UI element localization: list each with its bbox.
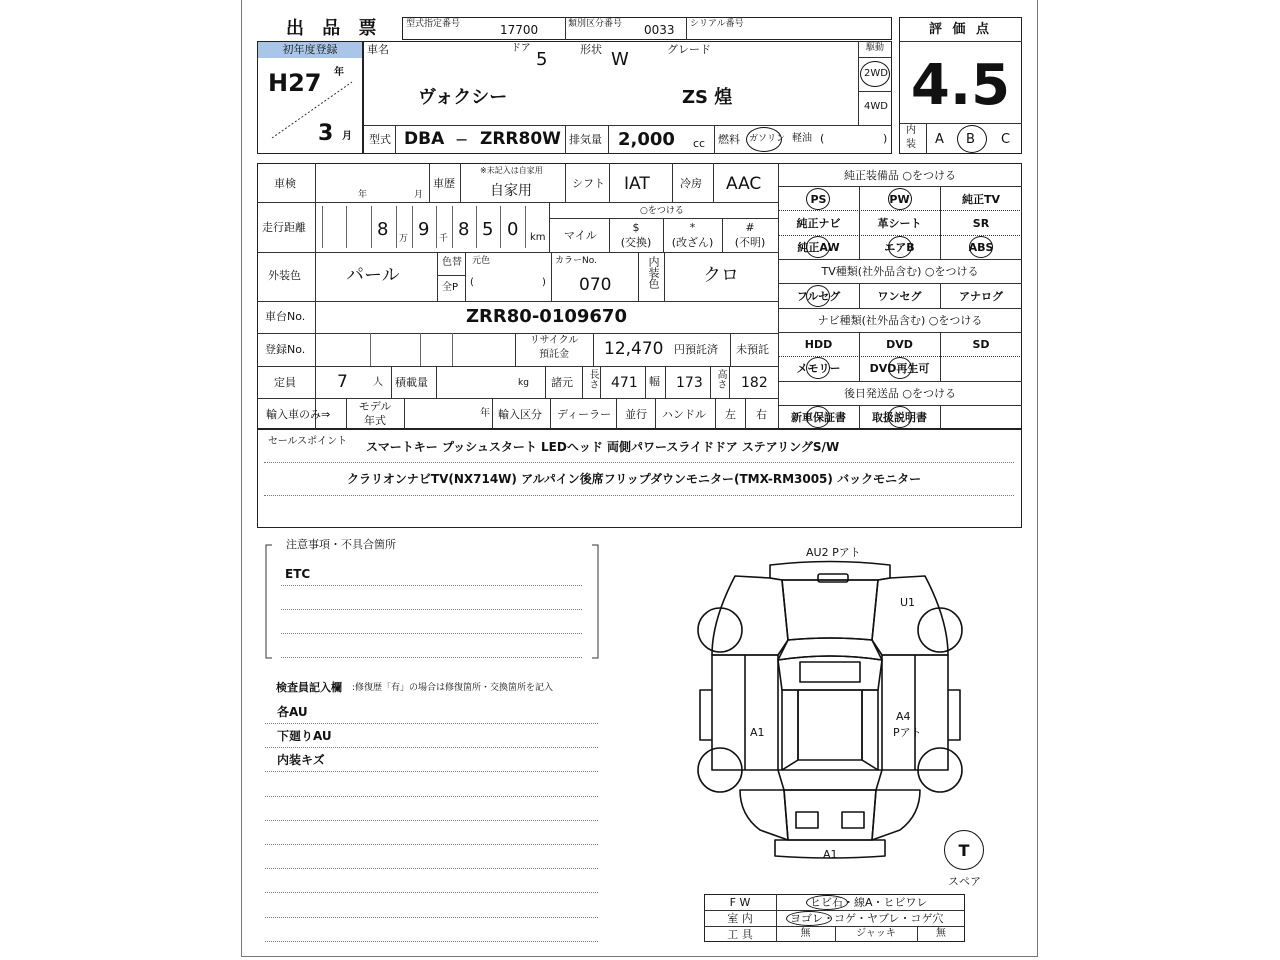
navi-dvd-play: DVD再生可 <box>869 362 930 375</box>
grade-label: グレード <box>667 43 711 56</box>
inspection-year-unit: 年 <box>358 190 368 200</box>
mileage-digit-3: 8 <box>458 219 470 240</box>
grade-value: ZS 煌 <box>682 87 733 108</box>
length-value: 471 <box>611 375 638 391</box>
model-no-label: 型式指定番号 <box>406 19 461 29</box>
equipment-title: 純正装備品 ○をつける <box>843 169 957 182</box>
legend-fw-label: F W <box>729 896 751 909</box>
tamper-label: (改ざん) <box>671 236 714 249</box>
reg-month-unit: 月 <box>342 131 352 142</box>
mile-label: マイル <box>564 229 597 242</box>
legend-room-circle <box>786 911 832 926</box>
handle-right: 右 <box>756 408 767 421</box>
type-label: 型式 <box>369 133 391 146</box>
interior-color-label: 内装色 <box>647 256 660 289</box>
diesel-label: 軽油 <box>792 133 812 144</box>
mileage-km: km <box>530 232 546 243</box>
sheet-title: 出 品 票 <box>286 18 383 39</box>
inspector-label: 検査員記入欄 <box>276 681 342 694</box>
diagram-label-left-mid: A1 <box>750 726 765 739</box>
equip-navi: 純正ナビ <box>796 217 841 230</box>
load-unit: kg <box>518 378 529 388</box>
tv-fullseg-circle <box>806 285 830 307</box>
class-no: 0033 <box>644 23 675 37</box>
model-no: 17700 <box>500 23 539 37</box>
color-no-label: カラーNo. <box>555 256 597 266</box>
docs-warranty-circle <box>806 406 830 428</box>
legend-room-label: 室 内 <box>727 912 753 925</box>
navi-dvd: DVD <box>886 338 913 351</box>
displacement-unit: cc <box>693 137 706 150</box>
sales-point-label: セールスポイント <box>268 436 348 447</box>
legend-tool-a: 無 <box>800 928 811 939</box>
mileage-label: 走行距離 <box>262 221 306 234</box>
equip-aw-circle <box>806 236 830 258</box>
interior-grade-b: B <box>966 132 975 147</box>
equip-abs-circle <box>969 236 993 258</box>
fuel-circle <box>746 127 782 152</box>
color-label: 外装色 <box>268 269 301 282</box>
class-no-label: 類別区分番号 <box>568 19 623 29</box>
history-label: 車歴 <box>433 177 455 190</box>
interior-grade-a: A <box>935 132 944 147</box>
import-year-unit: 年 <box>480 408 490 419</box>
interior-color-value: クロ <box>703 265 739 286</box>
legend-fw-value: ヒビ石・線A・ヒビワレ <box>810 896 928 909</box>
width-label: 幅 <box>649 375 660 388</box>
legend-tool-jack: ジャッキ <box>856 928 896 939</box>
unknown-label: (不明) <box>734 236 766 249</box>
parallel-option: 並行 <box>625 408 647 421</box>
model-year-label-1: モデル <box>358 400 392 413</box>
recycle-amount: 12,470 <box>604 339 664 359</box>
legend-tool-label: 工 具 <box>727 928 753 941</box>
sales-point-line-1: スマートキー プッシュスタート LEDヘッド 両側パワースライドドア ステアリングS/W <box>366 440 840 454</box>
mileage-digit-2: 9 <box>418 219 430 240</box>
drive-2wd: 2WD <box>864 68 888 79</box>
navi-title: ナビ種類(社外品含む) ○をつける <box>817 314 983 327</box>
import-only-label: 輸入車のみ⇒ <box>266 408 331 421</box>
shift-label: シフト <box>572 177 605 190</box>
diagram-label-top: AU2 Pアト <box>806 546 861 559</box>
tv-title: TV種類(社外品含む) ○をつける <box>821 265 979 278</box>
score-label: 評 価 点 <box>928 22 993 37</box>
inspector-line-3: 内装キズ <box>277 753 325 767</box>
model-year-label-2: 年式 <box>364 414 386 427</box>
inspection-month-unit: 月 <box>414 190 424 200</box>
door-label: ドア <box>511 43 531 54</box>
diesel-paren-close: ) <box>883 132 888 145</box>
drive-label: 駆動 <box>866 43 885 53</box>
height-value: 182 <box>741 375 768 391</box>
capacity-unit: 人 <box>373 377 383 388</box>
navi-sd: SD <box>972 338 990 351</box>
shape-value: W <box>611 49 629 70</box>
displacement-label: 排気量 <box>569 133 602 146</box>
car-name: ヴォクシー <box>418 87 508 108</box>
tv-oneseg: ワンセグ <box>877 290 922 303</box>
history-value: 自家用 <box>490 183 532 199</box>
history-note: ※未記入は自家用 <box>480 166 543 175</box>
first-reg-label: 初年度登録 <box>282 43 338 56</box>
equip-aw: 純正AW <box>797 241 840 254</box>
spare-label: スペア <box>948 875 981 888</box>
chassis-value: ZRR80-0109670 <box>466 306 627 327</box>
tv-fullseg: フルセグ <box>796 290 841 303</box>
navi-memory-circle <box>806 357 830 379</box>
mileage-sen: 千 <box>439 234 449 244</box>
tv-analog: アナログ <box>959 290 1003 303</box>
type-dash: − <box>455 130 469 149</box>
handle-label: ハンドル <box>662 408 706 421</box>
equip-abs: ABS <box>968 241 994 254</box>
fuel-label: 燃料 <box>718 133 740 146</box>
navi-memory: メモリー <box>796 362 841 375</box>
fuel-gasoline: ガソリン <box>749 134 786 144</box>
capacity-value: 7 <box>337 372 348 392</box>
diesel-paren-open: ( <box>820 132 825 145</box>
mileage-digit-5: 0 <box>507 219 519 240</box>
equip-tv: 純正TV <box>961 193 1001 206</box>
reg-year-unit: 年 <box>334 67 344 78</box>
equip-sr: SR <box>972 217 990 230</box>
handle-left: 左 <box>725 408 736 421</box>
equip-ps: PS <box>810 193 827 206</box>
docs-manual: 取扱説明書 <box>872 411 927 424</box>
equip-pw: PW <box>889 193 910 206</box>
diagram-label-bottom: A1 <box>823 848 838 861</box>
recycle-label-1: リサイクル <box>529 335 579 346</box>
spare-tire-mark: T <box>958 841 970 860</box>
type-prefix: DBA <box>404 129 445 149</box>
car-damage-diagram <box>0 0 1 1</box>
legend-room-value: ヨゴレ・コゲ・ヤブレ・コゲ穴 <box>790 912 944 925</box>
height-label: 高さ <box>715 369 726 389</box>
legend-tool-c: 無 <box>936 928 946 939</box>
equip-leather: 革シート <box>877 217 922 230</box>
mileage-digit-1: 8 <box>377 219 389 240</box>
mileage-digit-4: 5 <box>482 219 494 240</box>
equip-pw-circle <box>888 188 912 210</box>
equip-airbag-circle <box>888 236 912 258</box>
sales-point-line-2: クラリオンナビTV(NX714W) アルパイン後席フリップダウンモニター(TMX-RM3005) バックモニター <box>347 472 922 486</box>
width-value: 173 <box>676 375 703 391</box>
notes-line-1: ETC <box>285 567 311 581</box>
recycle-status: 円預託済 <box>674 343 718 356</box>
color-change-label: 色替 <box>442 257 462 268</box>
equip-ps-circle <box>806 188 830 210</box>
dims-label: 諸元 <box>551 376 573 389</box>
serial-label: シリアル番号 <box>690 19 744 29</box>
original-color-paren-open: ( <box>470 277 474 288</box>
car-name-label: 車名 <box>367 43 389 56</box>
original-color-label: 元色 <box>472 256 491 266</box>
drive-4wd: 4WD <box>864 101 888 112</box>
ac-label: 冷房 <box>680 177 702 190</box>
exchange-label: (交換) <box>620 236 652 249</box>
color-no-value: 070 <box>579 275 612 295</box>
navi-dvd-play-circle <box>888 357 912 379</box>
type-code: ZRR80W <box>480 129 561 149</box>
import-type-label: 輸入区分 <box>498 408 542 421</box>
reg-year: H27 <box>268 69 322 97</box>
door-value: 5 <box>536 49 548 70</box>
mileage-man: 万 <box>399 234 409 244</box>
score-value: 4.5 <box>910 53 1011 118</box>
legend-fw-circle <box>806 895 848 910</box>
diagram-label-right-top: U1 <box>900 596 916 609</box>
notes-label: 注意事項・不具合箇所 <box>286 538 396 551</box>
inspector-line-2: 下廻りAU <box>277 729 332 743</box>
unknown-symbol: # <box>745 221 755 234</box>
interior-label-1: 内 <box>906 125 916 136</box>
diagram-label-right-mid-2: Pアト <box>893 726 922 739</box>
tamper-symbol: * <box>689 221 696 234</box>
capacity-label: 定員 <box>274 376 296 389</box>
recycle-label-2: 預託金 <box>539 349 569 360</box>
inspector-note: :修復歴「有」の場合は修復箇所・交換箇所を記入 <box>352 683 554 693</box>
docs-title: 後日発送品 ○をつける <box>843 387 957 400</box>
docs-manual-circle <box>888 406 912 428</box>
equip-airbag: エアB <box>884 241 915 254</box>
navi-hdd: HDD <box>804 338 833 351</box>
docs-warranty: 新車保証書 <box>791 411 846 424</box>
shift-value: IAT <box>624 174 650 194</box>
length-label: 長さ <box>587 369 598 389</box>
chassis-label: 車台No. <box>265 310 306 323</box>
drive-2wd-circle <box>860 61 890 87</box>
all-paint-label: 全P <box>442 282 459 293</box>
inspector-line-1: 各AU <box>277 705 308 719</box>
interior-grade-circle <box>957 125 987 153</box>
original-color-paren-close: ) <box>542 277 546 288</box>
displacement-value: 2,000 <box>618 129 675 150</box>
recycle-unpaid: 未預託 <box>736 343 769 356</box>
inspection-label: 車検 <box>274 177 296 190</box>
reg-month: 3 <box>318 121 334 146</box>
reg-no-label: 登録No. <box>265 343 306 356</box>
interior-grade-c: C <box>1001 132 1011 147</box>
diagram-label-right-mid-1: A4 <box>896 710 911 723</box>
interior-label-2: 装 <box>906 139 916 150</box>
exchange-symbol: $ <box>632 221 640 234</box>
ac-value: AAC <box>726 174 762 194</box>
mileage-mark-note: ○をつける <box>640 206 684 216</box>
load-label: 積載量 <box>395 376 428 389</box>
dealer-option: ディーラー <box>557 408 612 421</box>
shape-label: 形状 <box>580 43 602 56</box>
color-value: パール <box>346 265 400 286</box>
